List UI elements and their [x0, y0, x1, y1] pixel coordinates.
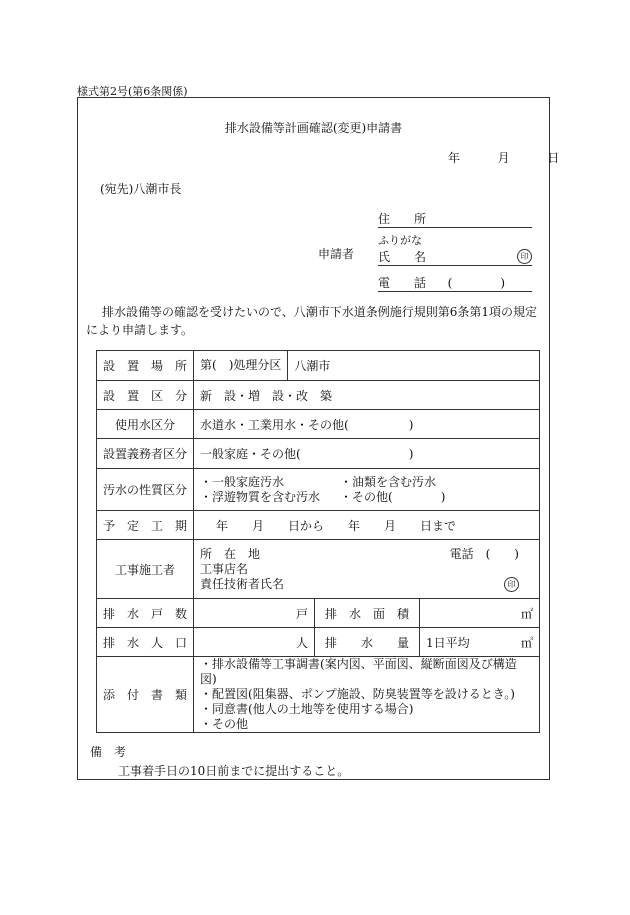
list-item: ・排水設備等工事調書(案内図、平面図、縦断面図及び構造図) [200, 657, 517, 686]
table-row [97, 351, 540, 381]
area-label: 排 水 面 積 [315, 599, 420, 628]
sewage-label: 汚水の性質区分 [97, 469, 194, 511]
applicant-phone-field[interactable] [378, 274, 532, 292]
seal-icon: 印 [504, 577, 519, 592]
sewage-option-suspended[interactable]: ・浮遊物質を含む汚水 [200, 489, 321, 504]
table-row [97, 381, 540, 410]
application-form [77, 97, 560, 780]
applicant-name-field[interactable] [378, 248, 532, 266]
table-row [97, 657, 540, 733]
form-title: 排水設備等計画確認(変更)申請書 [224, 121, 403, 135]
sewage-option-other[interactable]: ・その他( ) [340, 489, 446, 504]
population-label: 排 水 人 口 [97, 628, 194, 657]
obligor-label: 設置義務者区分 [97, 439, 194, 469]
table-row [97, 469, 540, 511]
location-field[interactable] [194, 351, 540, 381]
district-text: 第( )処理分区 [194, 351, 288, 380]
contractor-label: 工事施工者 [97, 540, 194, 599]
phone-paren: ( ) [447, 276, 506, 290]
contractor-phone-label: 電話 [449, 546, 474, 561]
table-row [97, 599, 540, 628]
schedule-label: 予 定 工 期 [97, 511, 194, 540]
notes-body: 工事着手日の10日前までに提出すること。 [118, 764, 350, 778]
volume-label: 排 水 量 [315, 628, 420, 657]
name-label: 氏 名 [378, 250, 427, 264]
category-options[interactable]: 新 設・増 設・改 築 [194, 381, 540, 410]
list-item: ・配置図(阻集器、ポンプ施設、防臭装置等を設けるとき。) [200, 687, 515, 701]
households-label: 排 水 戸 数 [97, 599, 194, 628]
contractor-engineer-label: 責任技術者氏名 [200, 576, 285, 591]
intro-text: 排水設備等の確認を受けたいので、八潮市下水道条例施行規則第6条第1項の規定により申請します。 [86, 305, 538, 337]
city-text: 八潮市 [294, 359, 331, 373]
table-row [97, 410, 540, 439]
population-field[interactable]: 人 [194, 628, 315, 657]
contractor-location-label: 所 在 地 [200, 546, 261, 561]
day-label: 日 [547, 151, 560, 165]
applicant-address-field[interactable] [378, 210, 532, 228]
list-item: ・その他 [200, 717, 249, 731]
form-number-label: 様式第2号(第6条関係) [77, 85, 188, 98]
area-field[interactable]: ㎡ [420, 599, 540, 628]
obligor-options[interactable]: 一般家庭・その他( ) [194, 439, 540, 469]
applicant-label: 申請者 [318, 247, 355, 261]
year-label: 年 [448, 151, 461, 165]
seal-icon: 印 [517, 249, 532, 264]
table-row [97, 511, 540, 540]
households-field[interactable]: 戸 [194, 599, 315, 628]
category-label: 設 置 区 分 [97, 381, 194, 410]
table-row [97, 628, 540, 657]
volume-field[interactable]: 1日平均 ㎥ [420, 628, 540, 657]
location-label: 設 置 場 所 [97, 351, 194, 381]
schedule-field[interactable]: 年 月 日から 年 月 日まで [194, 511, 540, 540]
contractor-field[interactable] [194, 540, 540, 599]
application-table [96, 350, 540, 733]
contractor-phone-paren: ( ) [485, 546, 519, 561]
table-row [97, 540, 540, 599]
sewage-options[interactable] [194, 469, 540, 511]
sewage-option-household[interactable]: ・一般家庭汚水 [200, 474, 285, 489]
notes-title: 備 考 [90, 745, 127, 759]
attachments-list [194, 657, 540, 733]
month-label: 月 [497, 151, 510, 165]
contractor-shop-label: 工事店名 [200, 561, 249, 576]
list-item: ・同意書(他人の土地等を使用する場合) [200, 702, 414, 716]
phone-label: 電 話 [378, 276, 427, 290]
date-line [448, 149, 559, 166]
water-source-label: 使用水区分 [97, 410, 194, 439]
furigana-label: ふりがな [378, 234, 422, 247]
address-label: 住 所 [378, 212, 427, 226]
addressee: (宛先)八潮市長 [100, 182, 182, 196]
sewage-option-oil[interactable]: ・油類を含む汚水 [340, 474, 437, 489]
water-source-options[interactable]: 水道水・工業用水・その他( ) [194, 410, 540, 439]
attachments-label: 添 付 書 類 [97, 657, 194, 733]
table-row [97, 439, 540, 469]
